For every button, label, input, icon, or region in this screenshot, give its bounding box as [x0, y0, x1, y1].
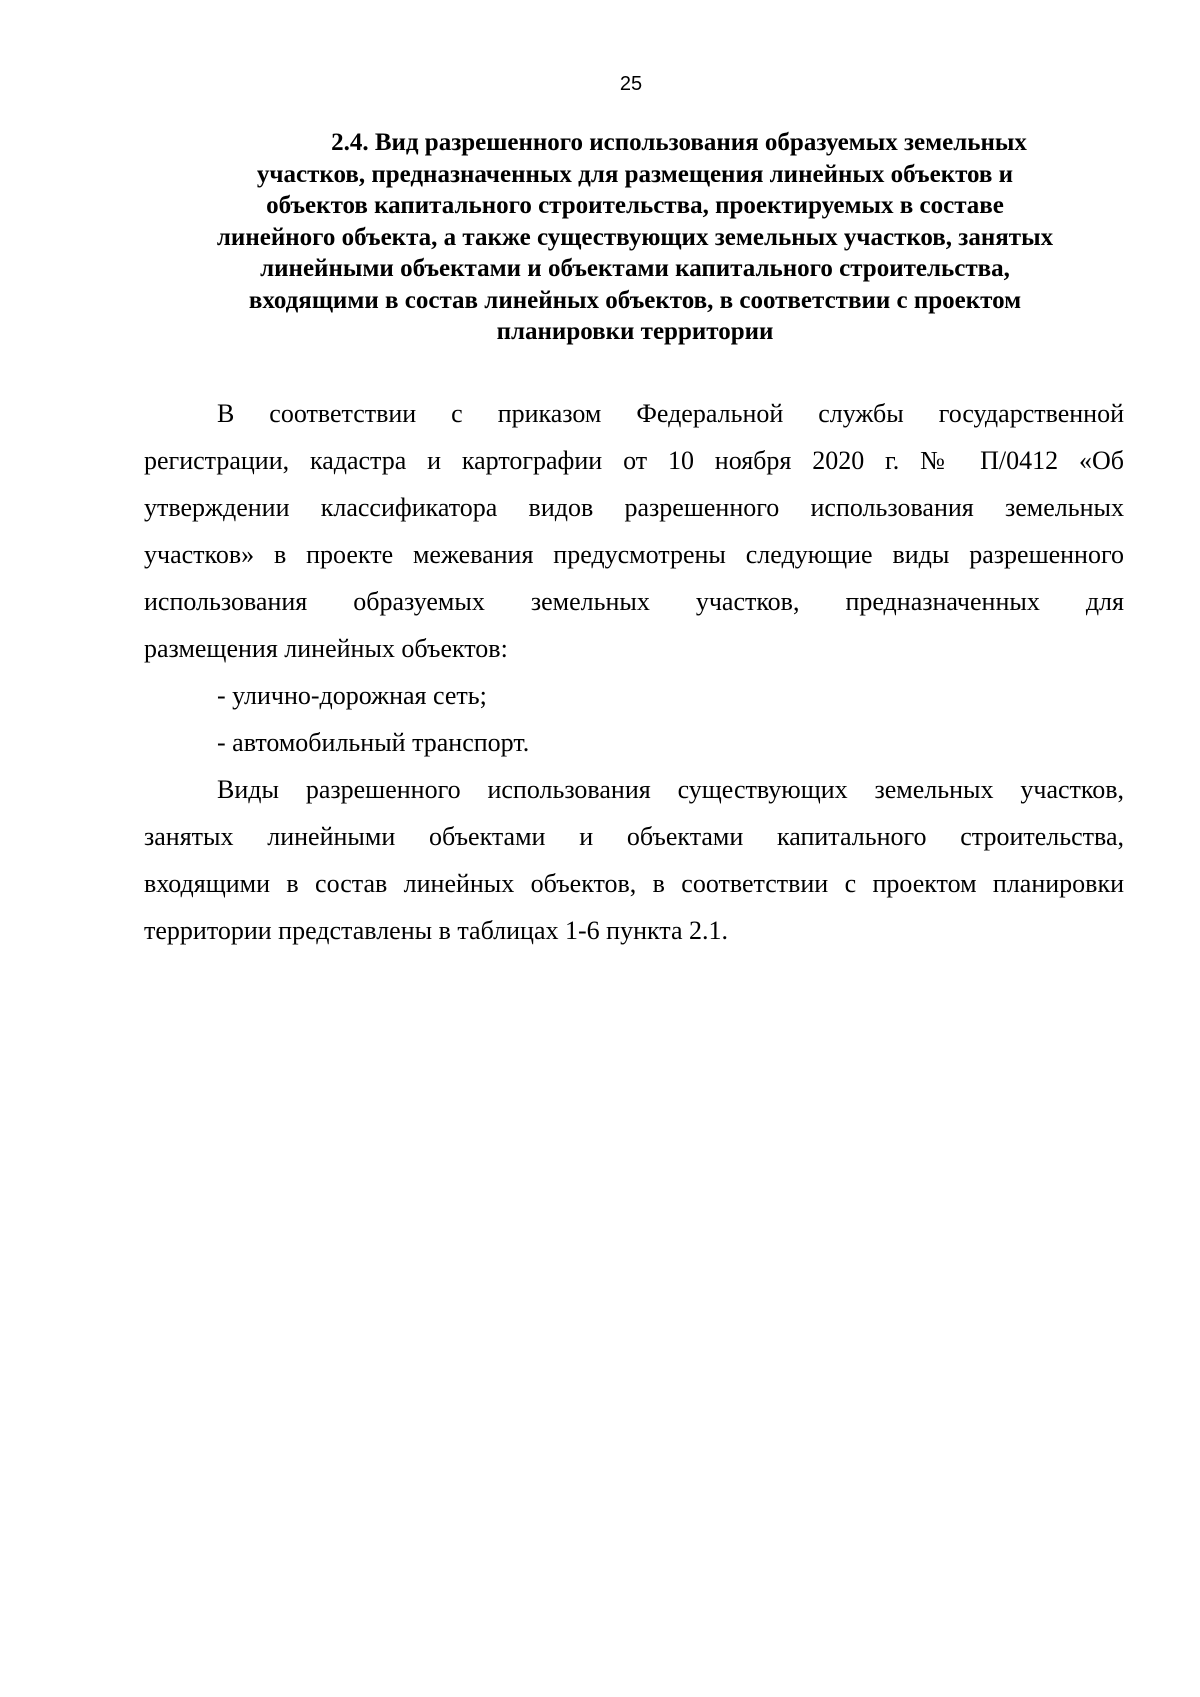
list-item: - улично-дорожная сеть;	[217, 681, 487, 710]
heading-line: линейными объектами и объектами капитального строительства,	[260, 255, 1010, 282]
paragraph-line: Виды разрешенного использования существующих земельных участков,	[217, 775, 1124, 804]
page-number: 25	[619, 73, 643, 95]
paragraph-line: регистрации, кадастра и картографии от 10 ноября 2020 г. № П/0412 «Об	[144, 446, 1124, 475]
paragraph-line: территории представлены в таблицах 1-6 пункта 2.1.	[144, 916, 729, 945]
paragraph-line: занятых линейными объектами и объектами капитального строительства,	[144, 822, 1124, 851]
paragraph-line: размещения линейных объектов:	[144, 634, 508, 663]
list-item: - автомобильный транспорт.	[217, 728, 530, 757]
paragraph-line: участков» в проекте межевания предусмотрены следующие виды разрешенного	[144, 540, 1124, 569]
heading-line: объектов капитального строительства, проектируемых в составе	[266, 192, 1004, 219]
paragraph-order-reference	[144, 390, 1124, 672]
paragraph-line: использования образуемых земельных участков, предназначенных для	[144, 587, 1124, 616]
heading-line: входящими в состав линейных объектов, в соответствии с проектом	[248, 286, 1022, 314]
paragraph-line: входящими в состав линейных объектов, в соответствии с проектом планировки	[144, 869, 1124, 898]
heading-line: линейного объекта, а также существующих земельных участков, занятых	[216, 223, 1054, 251]
heading-line: участков, предназначенных для размещения линейных объектов и	[256, 160, 1014, 188]
paragraph-line: утверждении классификатора видов разрешенного использования земельных	[144, 493, 1124, 522]
heading-line: планировки территории	[496, 318, 774, 345]
document-body	[144, 390, 1124, 954]
paragraph-line: В соответствии с приказом Федеральной службы государственной	[217, 399, 1124, 428]
permitted-use-list	[144, 672, 1124, 766]
paragraph-existing-plots	[144, 766, 1124, 954]
heading-line: 2.4. Вид разрешенного использования образуемых земельных	[331, 129, 1027, 156]
section-heading	[145, 127, 1125, 348]
